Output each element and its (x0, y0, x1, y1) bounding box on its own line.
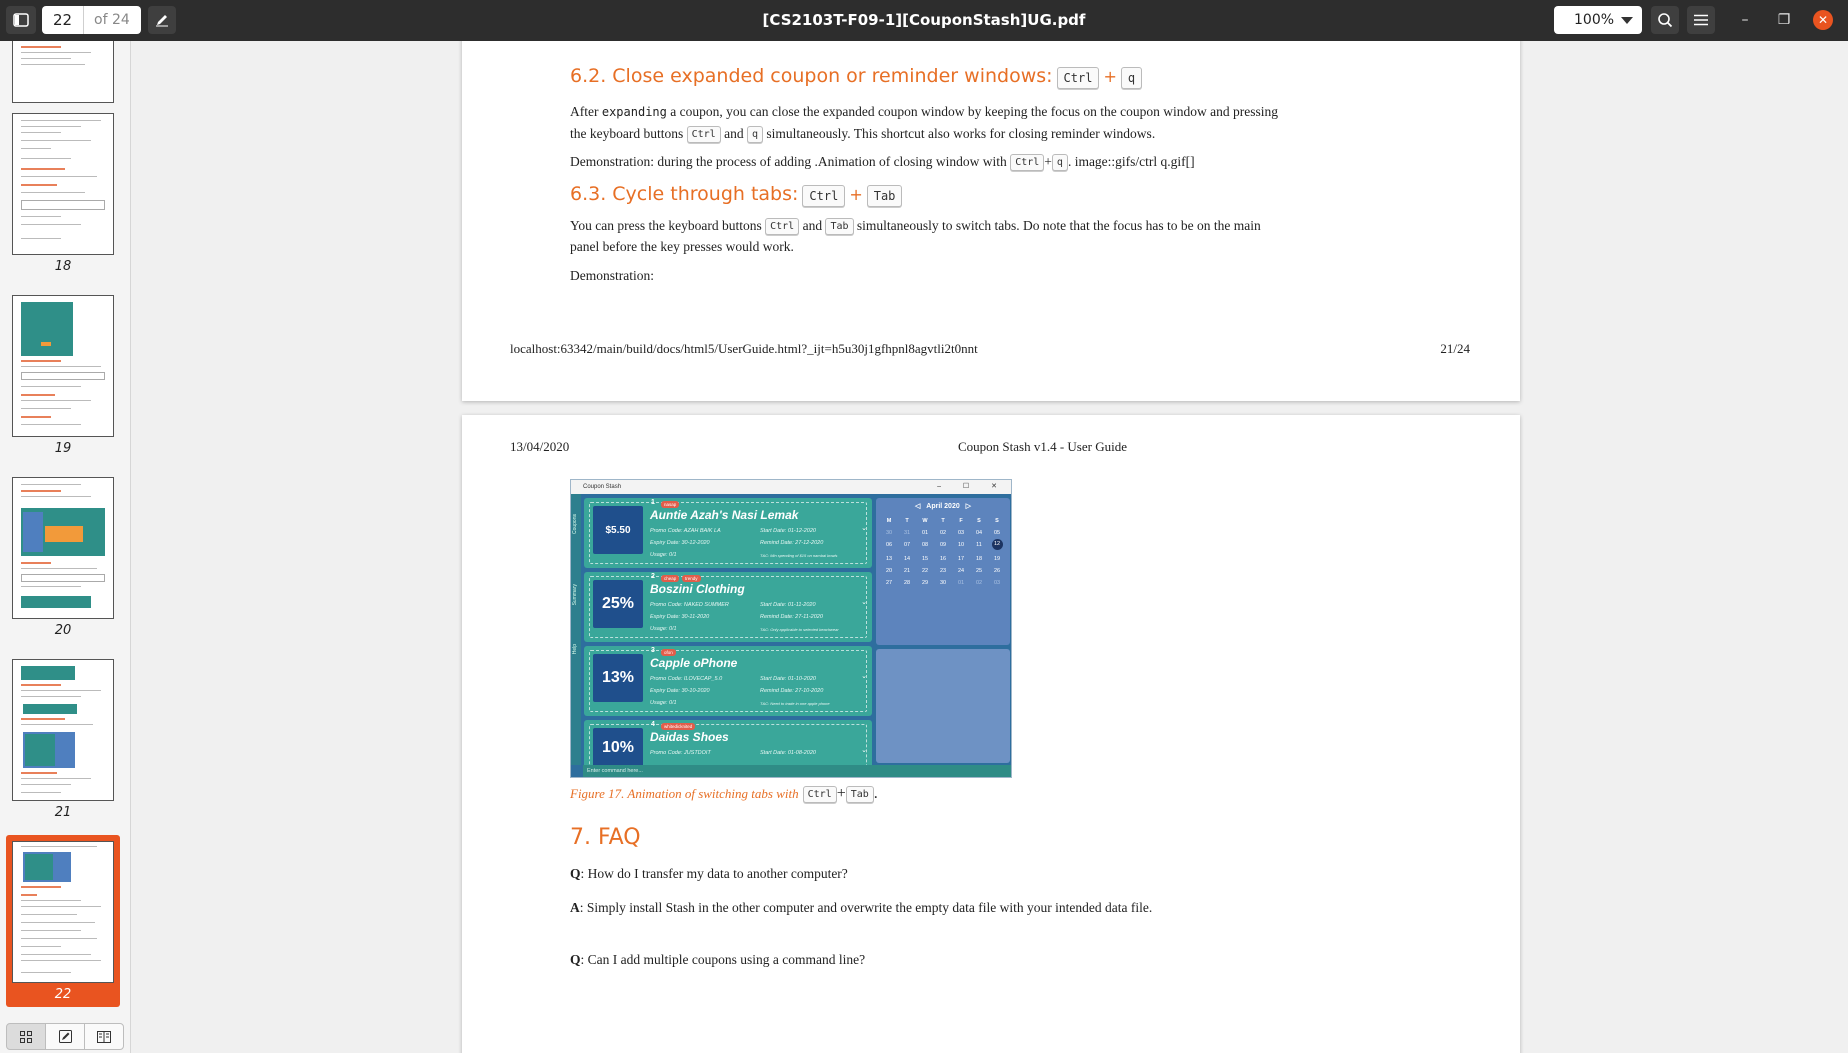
calendar-day: 01 (921, 530, 929, 536)
calendar-day: 07 (903, 542, 911, 548)
calendar-day: 04 (975, 530, 983, 536)
calendar-day: 21 (903, 568, 911, 574)
thumbnail-page-20[interactable] (6, 477, 120, 643)
coupon-name: Capple oPhone (650, 656, 738, 670)
thumbnail-label: 19 (54, 441, 72, 456)
pdf-page-22 (462, 415, 1520, 1053)
chevron-down-icon (1621, 17, 1633, 24)
menu-button[interactable] (1687, 6, 1715, 34)
annotate-pen-icon (154, 12, 170, 28)
coupon-value: 25% (593, 580, 643, 628)
calendar-day: 14 (903, 556, 911, 562)
section-6-3-paragraph: You can press the keyboard buttons Ctrl and Tab simultaneously to switch tabs. Do note that the focus has to be on the main panel before the key presses would work. (570, 218, 1261, 254)
app-window-title: Coupon Stash (583, 484, 622, 490)
calendar-day: 27 (885, 580, 893, 586)
calendar-day-header: F (959, 518, 963, 524)
faq-item: A: Simply install Stash in the other computer and overwrite the empty data file with your intended data file. (570, 900, 1153, 915)
section-6-3-heading: 6.3. Cycle through tabs: Ctrl + Tab (570, 183, 902, 207)
calendar-day-header: T (941, 518, 945, 524)
faq-heading: 7. FAQ (570, 825, 641, 850)
faq-item: Q: Can I add multiple coupons using a command line? (570, 952, 866, 967)
coupon-name: Auntie Azah's Nasi Lemak (650, 508, 799, 522)
calendar-day: 08 (921, 542, 929, 548)
maximize-button[interactable] (1774, 10, 1794, 30)
annotate-button[interactable] (148, 6, 176, 34)
expand-icon: ⌄ (861, 747, 867, 754)
thumbnail-page-19[interactable] (6, 295, 120, 461)
calendar-grid (880, 518, 1006, 586)
thumbnail-page-21[interactable] (6, 659, 120, 825)
calendar-day: 06 (885, 542, 893, 548)
thumbnail-sidebar (0, 41, 131, 1053)
zoom-value: 100% (1574, 12, 1615, 28)
calendar-day: 20 (885, 568, 893, 574)
sidebar-toggle-button[interactable] (6, 6, 36, 34)
calendar-day: 22 (921, 568, 929, 574)
calendar-day: 26 (993, 568, 1001, 574)
thumbnail-label: 18 (54, 259, 72, 274)
thumbnail-label: 22 (54, 987, 72, 1002)
app-tab-help: Help (572, 644, 578, 655)
header-bar (0, 0, 1848, 41)
app-side-tabs (571, 494, 581, 765)
calendar-day: 24 (957, 568, 965, 574)
calendar-day-header: S (995, 518, 999, 524)
calendar-day: 05 (993, 530, 1001, 536)
calendar-day: 30 (885, 530, 893, 536)
sidebar-toolbar (0, 1015, 131, 1053)
hamburger-menu-icon (1694, 14, 1708, 26)
kbd-q: q (1121, 67, 1142, 89)
thumbnail-image (12, 477, 114, 619)
app-command-box: Enter command here... (583, 765, 1011, 777)
zoom-select[interactable] (1554, 6, 1642, 34)
section-6-3-demonstration: Demonstration: (570, 268, 654, 283)
document-title: [CS2103T-F09-1][CouponStash]UG.pdf (762, 11, 1086, 29)
coupon-value: 13% (593, 654, 643, 702)
page-footer-url: localhost:63342/main/build/docs/html5/UserGuide.html?_ijt=h5u30j1gfhpnl8agvtli2t0nnt (510, 341, 978, 356)
calendar-day: 23 (939, 568, 947, 574)
thumbnail-label: 21 (54, 805, 72, 820)
calendar-day: 16 (939, 556, 947, 562)
minimize-icon: – (1741, 12, 1749, 28)
calendar-day: 03 (957, 530, 965, 536)
app-tab-coupons: Coupons (572, 514, 578, 535)
thumbnail-image (12, 841, 114, 983)
thumbnails-grid-icon (20, 1031, 32, 1043)
page-number-box (42, 6, 141, 34)
app-titlebar (571, 480, 1012, 494)
minimize-button[interactable] (1735, 10, 1755, 30)
coupon-card: 10% 4 whitedicknited Daidas Shoes Promo Code: JUSTDOIT Start Date: 01-08-2020 ⌄ (584, 720, 872, 768)
sidebar-toggle-icon (13, 13, 29, 27)
calendar-day: 17 (957, 556, 965, 562)
maximize-icon: ❐ (1777, 12, 1791, 28)
figure-caption: Figure 17. Animation of switching tabs with Ctrl + Tab . (570, 785, 878, 802)
app-calendar (876, 498, 1010, 645)
annotations-icon (59, 1030, 72, 1043)
pdf-page-21 (462, 41, 1520, 401)
search-icon (1657, 12, 1673, 28)
thumbnail-page-22[interactable] (6, 835, 120, 1007)
thumbnail-image (12, 295, 114, 437)
calendar-day: 19 (993, 556, 1001, 562)
thumbnails-view-button[interactable] (6, 1023, 46, 1050)
coupon-value: 10% (593, 728, 643, 768)
calendar-day: 31 (903, 530, 911, 536)
calendar-day-header: M (886, 518, 892, 524)
thumbnail-image (12, 659, 114, 801)
annotations-view-button[interactable] (45, 1023, 85, 1050)
expand-icon: ⌄ (861, 599, 867, 606)
calendar-month: ◁ April 2020 ▷ (915, 503, 971, 510)
thumbnail-label: 20 (54, 623, 72, 638)
calendar-day-header: W (922, 518, 928, 524)
coupon-card: $5.50 1 nasap Auntie Azah's Nasi Lemak Promo Code: AZAH BAIK LA Expiry Date: 30-12-2020 Usage: 0/1 Start Date: 01-12-2020 Remind Date: 27-12-2020 T&C: Min spending of $15 on nambai bowls ⌄ (584, 498, 872, 568)
app-tab-summary: Summary (572, 584, 578, 606)
thumbnail-image (12, 41, 114, 103)
kbd-ctrl: Ctrl (1057, 67, 1100, 89)
coupon-name: Boszini Clothing (650, 582, 745, 596)
coupon-value: $5.50 (593, 506, 643, 554)
outline-icon (97, 1031, 111, 1043)
faq-item: Q: How do I transfer my data to another computer? (570, 866, 848, 881)
calendar-day: 25 (975, 568, 983, 574)
calendar-day: 29 (921, 580, 929, 586)
calendar-day: 10 (957, 542, 965, 548)
expand-icon: ⌄ (861, 673, 867, 680)
section-6-2-demonstration: Demonstration: during the process of adding .Animation of closing window with Ctrl + q . image::gifs/ctrl q.gif[] (570, 151, 1195, 172)
section-6-2-heading: 6.2. Close expanded coupon or reminder windows: Ctrl + q (570, 65, 1142, 89)
document-view[interactable] (132, 41, 1848, 1053)
calendar-day: 09 (939, 542, 947, 548)
calendar-day: 28 (903, 580, 911, 586)
page-footer-number: 21/24 (1440, 341, 1470, 356)
page-total: of 24 (94, 12, 130, 28)
coupon-name: Daidas Shoes (650, 730, 729, 744)
coupon-card: 25% 2 cheap trendy Boszini Clothing Promo Code: NAKED SUMMER Expiry Date: 30-11-2020 Usage: 0/1 Start Date: 01-11-2020 Remind Date: 27-11-2020 T&C: Only applicable to selected beachwear ⌄ (584, 572, 872, 642)
expand-icon: ⌄ (861, 525, 867, 532)
outline-view-button[interactable] (84, 1023, 124, 1050)
page-number-input[interactable] (42, 6, 83, 34)
thumbnail-page-18[interactable] (6, 113, 120, 279)
calendar-day: 12 (992, 539, 1003, 550)
page-header-date: 13/04/2020 (510, 439, 570, 454)
calendar-day: 18 (975, 556, 983, 562)
search-button[interactable] (1651, 6, 1679, 34)
calendar-day: 02 (939, 530, 947, 536)
calendar-day-header: T (905, 518, 909, 524)
calendar-day: 13 (885, 556, 893, 562)
app-window-controls: – ☐ ✕ (937, 483, 1007, 490)
app-reminder-pane (876, 649, 1010, 763)
calendar-day: 02 (975, 580, 983, 586)
section-6-2-paragraph: After expanding a coupon, you can close the expanded coupon window by keeping the focus on the coupon window and pressing the keyboard buttons Ctrl and q simultaneously. This shortcut also works for closing reminder windows. (570, 101, 1290, 144)
coupon-stash-screenshot (570, 479, 1012, 778)
calendar-day: 30 (939, 580, 947, 586)
close-icon: ✕ (1817, 13, 1829, 27)
page-header-title: Coupon Stash v1.4 - User Guide (958, 439, 1127, 454)
calendar-day: 03 (993, 580, 1001, 586)
thumbnail-image (12, 113, 114, 255)
close-button[interactable] (1813, 10, 1833, 30)
calendar-day: 01 (957, 580, 965, 586)
calendar-day: 11 (976, 542, 982, 548)
coupon-card: 13% 3 ofon Capple oPhone Promo Code: ILOVECAP_5.0 Expiry Date: 30-10-2020 Usage: 0/1 Start Date: 01-10-2020 Remind Date: 27-10-2020 T&C: Need to trade in one apple phone ⌄ (584, 646, 872, 716)
calendar-day-header: S (977, 518, 981, 524)
calendar-day: 15 (921, 556, 929, 562)
